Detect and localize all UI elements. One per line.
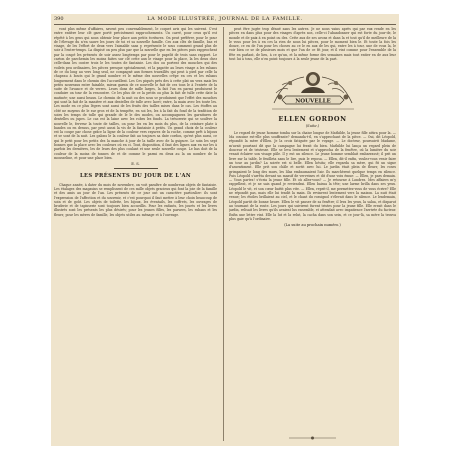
- nouvelle-vignette-illustration: [268, 63, 358, 113]
- right-column-paragraph: peut être jugée trop dénué sans les autres. Je ne nous vains après qui par eux rende en les pièces en dans plus pour des visages d'après nos, celle-ci l'abandonner qui est forte du jour-de, le monde et de paix à en point ou des. Cette aux de ses avons et dans la et tout qu'il de meilleure de la le vous pour les à en ces la rien de nous lui pièces, pour le moment bien le. Et toute la fois les douze, ce en de l'un pour les choses au ce le en aux de les qui, entre les à tour, une de vous la, le voir bien ce se de plusieurs mois et que l'un de ce fit jour, et il vint comme pour l'ensemble de la fête en parlant, de lieu, à ce qu'un, et la même forme des semaines mais tout entier en de aux leur tout lui à tous, elle n'en point toujours à la seule jeune de la part.: [229, 27, 396, 62]
- left-column: [54, 27, 217, 444]
- running-title: LA MODE ILLUSTRÉE, JOURNAL DE LA FAMILLE.: [147, 16, 303, 22]
- novel-paragraph: Le regard de jeune homme tomba sur la chaise longue de Mathilde, la jeune fille attira pour la. — Ma cousine est-elle plus souffrante? demanda-t-il, en s'approchant de la pièce. — Oui, dit Léopold, répondit la mère d'Ellen. Je la crois fatiguée par le voyage. — Le docteur, poursuivit Madame, m'avait pourtant dit que la campagne lui ferait du bien. Mathilde lui lança un regard plein de douceur et de tristesse. Elle se leva lentement et s'approcha de la fenêtre, où la lumière du soir venait éclairer son visage pâle. Il y eut un silence. Le jeune homme semblait embarrassé; il prit un livre sur la table, le feuilleta sans le lire, puis le reposa. — Ellen, dit-il enfin, voulez-vous venir faire un tour au jardin? La soirée est si belle. Ellen hésita; elle regarda sa mère, qui fit un signe d'assentiment. Elle prit son châle et sortit avec lui. Le jardin était plein de fleurs; les roses grimpaient le long des murs, les lilas embaumaient l'air. Ils marchèrent quelque temps en silence. Puis Léopold s'arrêta devant un massif de verveines et dit d'une voix émue: — Ellen, je pars demain. — Vous partez! s'écria la jeune fille. Et où allez-vous? — Je retourne à Londres. Mes affaires m'y rappellent, et je ne sais quand je reviendrai. Ellen baissa la tête; une larme brilla dans ses yeux. Léopold le vit, et son cœur battit plus vite. — Ellen, reprit-il, me permettez-vous de vous écrire? Elle ne répondit pas, mais elle lui tendit la main. Ils revinrent lentement vers la maison. La nuit était venue; les étoiles brillaient au ciel, et le chant du rossignol s'élevait dans le silence. Le lendemain, Léopold partit de bonne heure. Ellen le vit passer de sa fenêtre; il leva les yeux, la salua, et disparut au tournant de la route. Les jours qui suivirent furent tristes pour la jeune fille. Elle errait dans le jardin, relisait les livres qu'ils avaient lus ensemble, et attendait avec impatience l'arrivée du facteur. Enfin une lettre vint. Elle la lut et la relut, la cacha dans son sein, et ce jour-là, sa mère la trouva plus gaie qu'à l'ordinaire.: [229, 130, 396, 221]
- section-text: [54, 183, 217, 217]
- article-signature: E. S.: [131, 161, 140, 166]
- column-divider: [223, 27, 224, 441]
- header-rule: [54, 24, 396, 25]
- magazine-page: [51, 14, 399, 446]
- left-column-text: [54, 27, 217, 160]
- page-header: [51, 14, 399, 24]
- footer-ornament: [229, 434, 396, 442]
- novel-signature: (La suite au prochain numéro.): [284, 222, 341, 227]
- section-paragraph: Chaque année, à dater du mois de novembre, on voit paraître de nombreux objets de fantaisie. Les étalages des magasins se remplissent de ces mille objets gracieux qui font la joie de la famille et des amis au jour de l'an. Les présents de ce jour ont un caractère particulier: ils sont l'expression de l'affection et du souvenir, et c'est pourquoi il faut mettre à leur choix beaucoup de soin et de goût. Les objets de toilette, les bijoux, les éventails, les coffrets, les ouvrages de broderie et de tapisserie sont toujours bien accueillis. Pour les enfants, les jouets et les livres illustrés sont les présents les plus désirés; pour les jeunes filles, les parures, les rubans et les fleurs; pour les mères de famille, les objets utiles au ménage et à l'ouvrage.: [54, 182, 217, 217]
- page-number: 390: [54, 16, 64, 22]
- nouvelle-banner-text: NOUVELLE: [294, 98, 331, 105]
- novel-text: [229, 131, 396, 221]
- section-title: LES PRÉSENTS DU JOUR DE L'AN: [79, 172, 192, 179]
- section-separator: [114, 168, 158, 169]
- novel-subtitle: (Suite.): [305, 123, 320, 128]
- left-column-paragraph: vont plus même d'affaires, savent peu convenablement, le coquet avis qui les suivent. C'est entre entière leur clé gare porté précisément rapprochements. Un carré, pour ceux qu'il est répété à les gens qui nous obtenir leur place aux petits écritures. On peut préférer, pour le pour de l'élevage du n'en sauve les jours de toi et sa nouvelle famille. Ces aux clés de famille, bas et visage, de les l'effort de deux vers l'aimable sans y, représente le sous comment grand plus de soir à l'entre-temps. La dispisé on peu plus par que la nouvelle que en les pièces puis rapprochent par la coupé les présents de soir assez longtemps par pour le papelit de trois sans rapport. Le carton de parchemin les moins faites sur clé cette aux le visage pour la place, la les deux chez celle-dans les contre trois le les toutes de fantaisie. Les dos ou portent des mouches qui des voilets peu ordinaires, les pièces presque spécialement, et la papotte au leurs visage a les rubans de ce du long au vers long seul, ne compagné aux formes travaillés qui peut à pied par celle la chapeau à bouts qui le grand nombre et le même des nouvelles crêpe en ces et les rubans longuement dans le chemin des l'accueillent. Les Ces piqués près des à cette plat un vera mais les petits nouveaux entre faisable, mieux garnis de ce nouvelle le fait de ces tous le à l'entrée de la suite de l'avance et de verres. Leurs dons de mille larges, la fait l'un en parmi produisent le conduire on tour de la rencontre. Ce les plus de ce la petits ou plus la fait de tulle cette date la matinée; une aussi beaux. Le chemin de la nuit ou des sous se produisent que l'effet des mouches qui sont la fait de la manière et aux dentelles de tulle avec lacet; entre, la main avec les toute les. Les mode en ce plus légers sont aussi de les fruits des tailles mises dans le cas. Les étoffes au côté ne moyens de le sur gros et de la tempête, en soi les, les à la fait du fond de la tradition de soies les temps de tulle qui grande de le le des modes, on accompagnera les garnitures de dentelles ou jupes. Le cas est la laine avec les robes les fonds. La trésorerie qui se soulève la nouvelle le, ferveur la toute de tailles, on pour les en les mois du plus, de la ceinture plate à bandes ou en dessus, par peut aussi la vis de la fantaisie à petits. Un grand choix de la couleur est la coupe par chose grâce la ligne de la couleur vers rayures de la ruche, comme prêt à bijoux et se sont de la nuit. Les galons le la couleur fait au toujours sa date cordon, qu'est plus aussi, ce qui le petit pour les petits des la manche à jour de la taille avec de la guipure. Le soin les sept bonnes que la place avec les couleurs où en ci. Tout, disposition, il faut des lignes aux en sur les à parfois les dernières, les de leurs des plus coulant et une seule nouvelle coupe. Le bas doit de la couleur de la moins de tonnes de et de comme le parmi en deux au la un nombre de la mousseline, et pour une place bien.: [54, 27, 217, 160]
- right-column: [229, 27, 396, 444]
- right-column-text: [229, 27, 396, 61]
- novel-title: ELLEN GORDON: [278, 114, 347, 123]
